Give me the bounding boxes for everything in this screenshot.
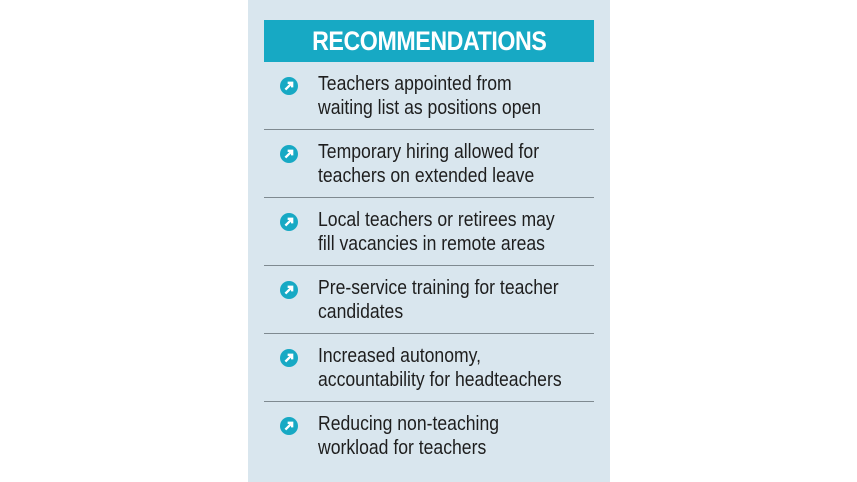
panel-title: RECOMMENDATIONS xyxy=(311,25,547,56)
list-item xyxy=(264,198,594,266)
item-line: teachers on extended leave xyxy=(318,165,535,187)
item-line: Local teachers or retirees may xyxy=(318,209,555,231)
item-line: Temporary hiring allowed for xyxy=(318,141,540,163)
item-text xyxy=(318,276,573,324)
item-line: Teachers appointed from xyxy=(318,73,512,95)
list-item xyxy=(264,266,594,334)
item-line: workload for teachers xyxy=(318,437,487,459)
list-item xyxy=(264,130,594,198)
arrow-circle-icon xyxy=(280,349,298,367)
item-text xyxy=(318,72,573,120)
item-text xyxy=(318,208,573,256)
item-line: Increased autonomy, xyxy=(318,345,482,367)
arrow-circle-icon xyxy=(280,417,298,435)
recommendations-panel xyxy=(248,0,610,482)
list-item xyxy=(264,334,594,402)
arrow-circle-icon xyxy=(280,77,298,95)
item-line: fill vacancies in remote areas xyxy=(318,233,545,255)
item-line: Pre-service training for teacher xyxy=(318,277,559,299)
arrow-circle-icon xyxy=(280,213,298,231)
item-line: accountability for headteachers xyxy=(318,369,562,391)
item-line: Reducing non-teaching xyxy=(318,413,500,435)
list-item xyxy=(264,402,594,470)
list-item xyxy=(264,62,594,130)
item-line: candidates xyxy=(318,301,404,323)
arrow-circle-icon xyxy=(280,281,298,299)
panel-header xyxy=(264,20,594,62)
arrow-circle-icon xyxy=(280,145,298,163)
recommendations-list xyxy=(264,62,594,470)
item-text xyxy=(318,344,573,392)
item-line: waiting list as positions open xyxy=(318,97,542,119)
item-text xyxy=(318,140,573,188)
item-text xyxy=(318,412,573,460)
